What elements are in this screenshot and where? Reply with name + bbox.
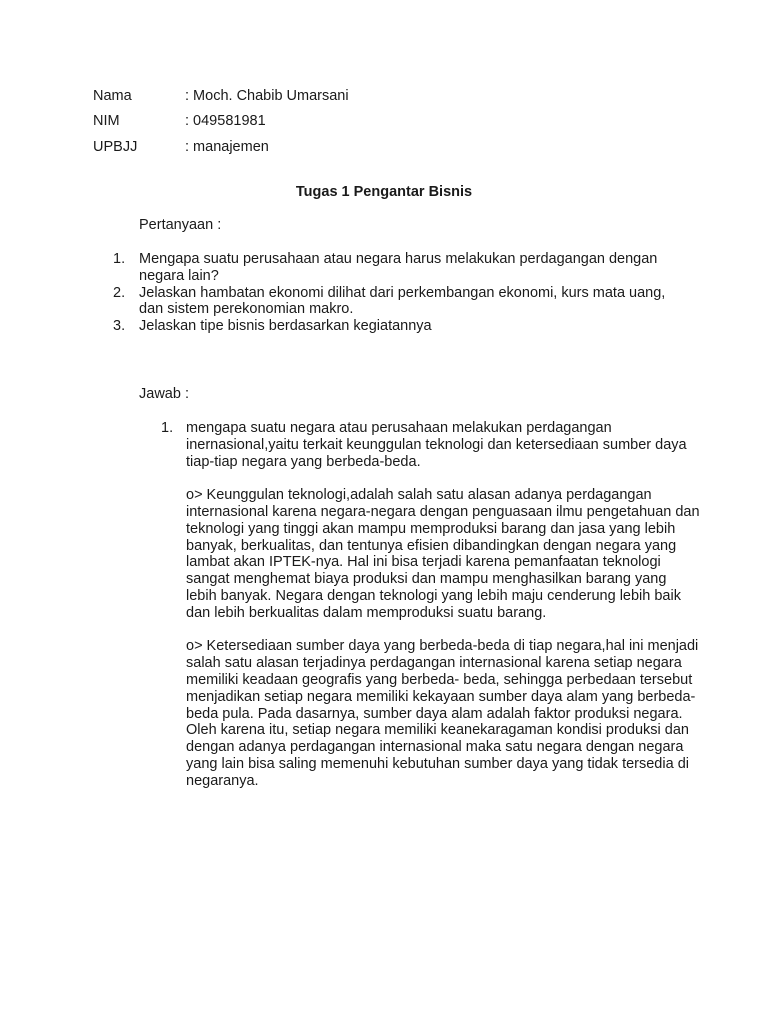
document-title: Tugas 1 Pengantar Bisnis: [295, 184, 473, 200]
upbjj-value: : manajemen: [185, 139, 269, 155]
question-text: Mengapa suatu perusahaan atau negara harus melakukan perdagangan dengan negara lain?: [139, 251, 658, 284]
nama-label: Nama: [93, 88, 132, 104]
question-number: 1.: [113, 251, 126, 267]
answer-number: 1.: [161, 420, 174, 436]
list-item: [113, 285, 673, 319]
question-number: 3.: [113, 318, 126, 335]
answer-intro: mengapa suatu negara atau perusahaan melakukan perdagangan inernasional,yaitu terkait keunggulan teknologi dan ketersediaan sumber daya tiap-tiap negara yang berbeda-beda.: [186, 420, 687, 470]
list-item: [113, 251, 673, 285]
question-text: Jelaskan tipe bisnis berdasarkan kegiatannya: [139, 318, 432, 335]
question-text: Jelaskan hambatan ekonomi dilihat dari perkembangan ekonomi, kurs mata uang, dan sistem perekonomian makro.: [139, 284, 666, 318]
answer-body: [186, 420, 701, 790]
list-item: [161, 420, 701, 790]
nama-value: : Moch. Chabib Umarsani: [185, 88, 349, 104]
questions-label: Pertanyaan :: [139, 217, 222, 233]
upbjj-label: UPBJJ: [93, 139, 138, 155]
question-number: 2.: [113, 284, 126, 301]
list-item: [113, 318, 673, 335]
answers-label: Jawab :: [139, 386, 189, 402]
nim-value: : 049581981: [185, 113, 266, 129]
questions-list: [113, 251, 673, 335]
answers-list: [161, 420, 701, 790]
answer-point: o> Keunggulan teknologi,adalah salah satu alasan adanya perdagangan internasional karena negara-negara dengan penguasaan ilmu pengetahuan dan teknologi yang tinggi akan mampu memproduksi barang dan jasa yang lebih banyak, berkualitas, dan tentunya efisien dibandingkan dengan negara yang lambat akan IPTEK-nya. Hal ini bisa terjadi karena pemanfaatan teknologi sangat menghemat biaya produksi dan mampu menghasilkan barang yang lebih banyak. Negara dengan teknologi yang lebih maju cenderung lebih baik dan lebih berkualitas dalam memproduksi suatu barang.: [186, 487, 700, 621]
nim-label: NIM: [93, 113, 120, 129]
answer-point: o> Ketersediaan sumber daya yang berbeda-beda di tiap negara,hal ini menjadi salah satu alasan terjadinya perdagangan internasional karena setiap negara memiliki keadaan geografis yang berbeda- beda, sehingga perbedaan tersebut menjadikan setiap negara memiliki kekayaan sumber daya alam yang berbeda-beda pula. Pada dasarnya, sumber daya alam adalah faktor produksi negara. Oleh karena itu, setiap negara memiliki keanekaragaman kondisi produksi dan dengan adanya perdagangan internasional maka satu negara dengan negara yang lain bisa saling memenuhi kebutuhan sumber daya yang tidak tersedia di negaranya.: [186, 638, 699, 789]
